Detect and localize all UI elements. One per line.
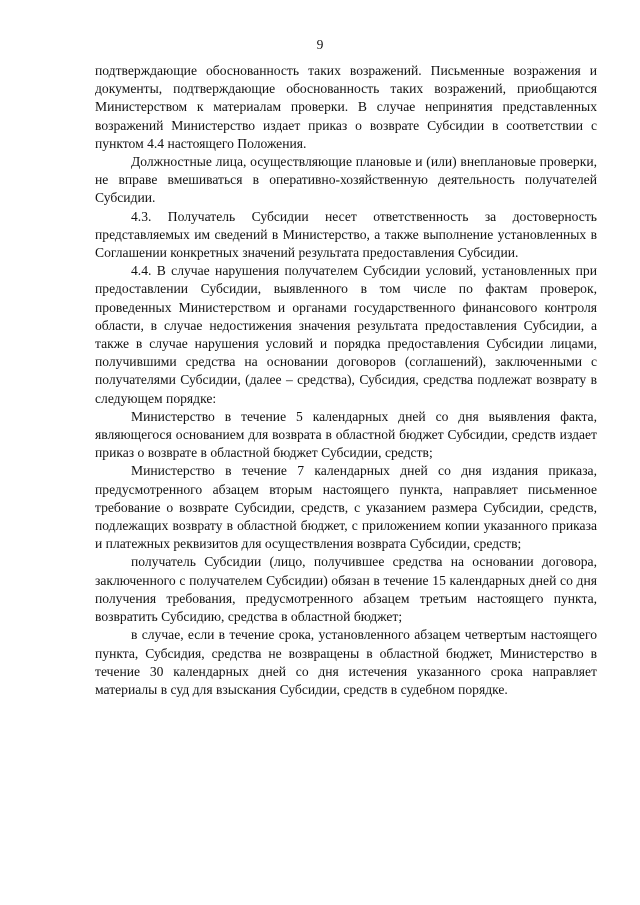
paragraph-4-4: 4.4. В случае нарушения получателем Субсидии условий, установленных при предоставлении Субсидии, выявленного в том числе по фактам проверок, проведенных Министерством и органами государственного финансового контроля области, в случае недостижения значения результата предоставления Субсидии, а также в случае нарушения условий и порядка предоставления Субсидии лицами, получившими средства на основании договоров (соглашений), заключенными с получателями Субсидии, (далее – средства), Субсидия, средства подлежат возврату в следующем порядке: [95, 263, 597, 406]
paragraph-objections-continuation: подтверждающие обоснованность таких возражений. Письменные возражения и документы, подтверждающие обоснованность таких возражений, приобщаются Министерством к материалам проверки. В случае непринятия представленных возражений Министерство издает приказ о возврате Субсидии в соответствии с пунктом 4.4 настоящего Положения. [95, 63, 597, 151]
document-body [95, 62, 597, 699]
page-number: 9 [316, 37, 324, 52]
paragraph-recipient-15-days: получатель Субсидии (лицо, получившее средства на основании договора, заключенного с получателем Субсидии) обязан в течение 15 календарных дней со дня получения требования, предусмотренного абзацем третьим настоящего пункта, возвратить Субсидию, средства в областной бюджет; [95, 554, 597, 625]
paragraph-ministry-5-days: Министерство в течение 5 календарных дней со дня выявления факта, являющегося основанием для возврата в областной бюджет Субсидии, средств издает приказ о возврате в областной бюджет Субсидии, средств; [95, 408, 597, 461]
paragraph-4-3: 4.3. Получатель Субсидии несет ответственность за достоверность представляемых им сведений в Министерство, а также выполнение установленных в Соглашении конкретных значений результата предоставления Субсидии. [95, 208, 597, 261]
paragraph-officials: Должностные лица, осуществляющие плановые и (или) внеплановые проверки, не вправе вмешиваться в оперативно-хозяйственную деятельность получателей Субсидии. [95, 154, 597, 206]
paragraph-ministry-7-days: Министерство в течение 7 календарных дней со дня издания приказа, предусмотренного абзацем вторым настоящего пункта, направляет письменное требование о возврате Субсидии, средств, с указанием размера Субсидии, средств, подлежащих возврату в областной бюджет, с приложением копии указанного приказа и платежных реквизитов для осуществления возврата Субсидии, средств; [95, 463, 597, 552]
scan-artifact [540, 62, 541, 63]
paragraph-court-30-days: в случае, если в течение срока, установленного абзацем четвертым настоящего пункта, Субсидия, средства не возвращены в областной бюджет, Министерство в течение 30 календарных дней со дня истечения указанного срока направляет материалы в суд для взыскания Субсидии, средств в судебном порядке. [95, 627, 597, 697]
